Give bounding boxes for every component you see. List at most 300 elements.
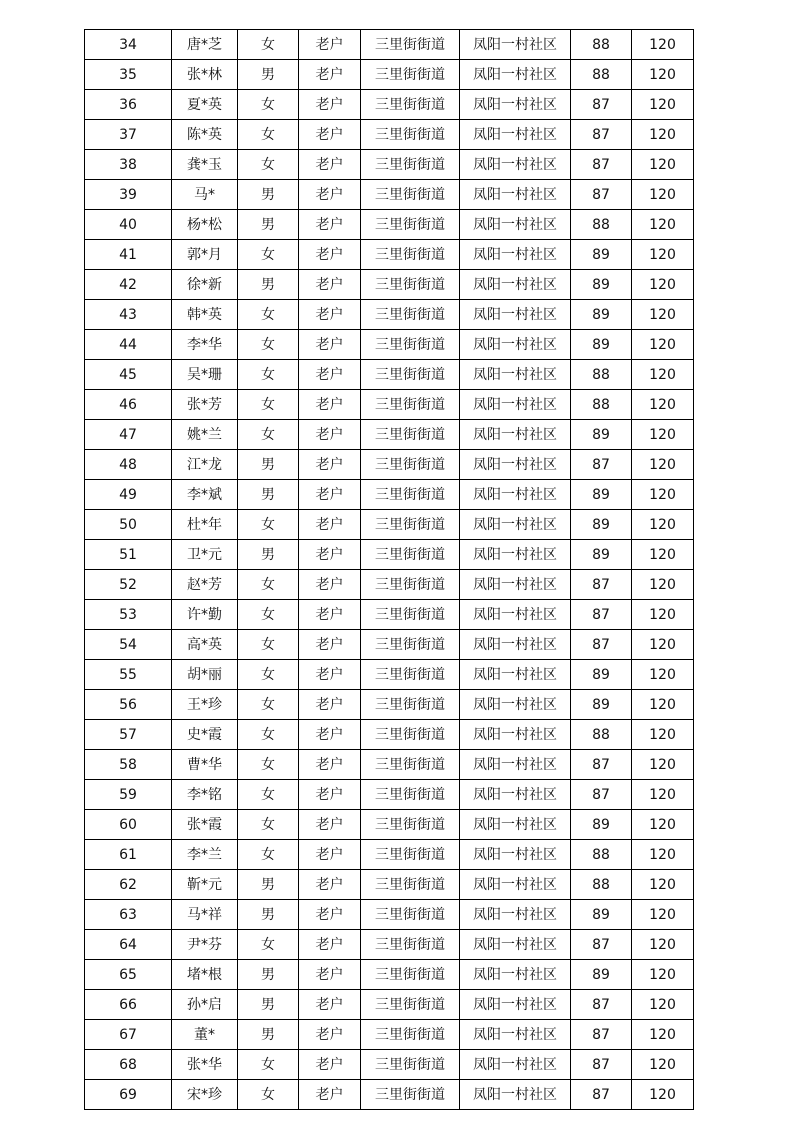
resident-name-cell: 高*英 [172, 630, 238, 660]
resident-name-cell: 张*林 [172, 60, 238, 90]
age-cell: 87 [571, 750, 632, 780]
table-row [85, 510, 694, 540]
household-type-cell: 老户 [299, 1080, 361, 1110]
age-cell: 88 [571, 30, 632, 60]
row-number-cell: 46 [85, 390, 172, 420]
row-number-cell: 59 [85, 780, 172, 810]
household-type-cell: 老户 [299, 300, 361, 330]
age-cell: 88 [571, 840, 632, 870]
gender-cell: 女 [238, 810, 299, 840]
subdistrict-cell: 三里街街道 [361, 240, 460, 270]
community-cell: 凤阳一村社区 [460, 90, 571, 120]
household-type-cell: 老户 [299, 450, 361, 480]
community-cell: 凤阳一村社区 [460, 420, 571, 450]
age-cell: 89 [571, 660, 632, 690]
household-type-cell: 老户 [299, 780, 361, 810]
gender-cell: 女 [238, 420, 299, 450]
gender-cell: 女 [238, 720, 299, 750]
gender-cell: 男 [238, 270, 299, 300]
table-row [85, 120, 694, 150]
row-number-cell: 54 [85, 630, 172, 660]
record-table-body [85, 30, 694, 1110]
row-number-cell: 45 [85, 360, 172, 390]
household-type-cell: 老户 [299, 90, 361, 120]
row-number-cell: 58 [85, 750, 172, 780]
table-row [85, 180, 694, 210]
table-row [85, 660, 694, 690]
subdistrict-cell: 三里街街道 [361, 990, 460, 1020]
table-row [85, 930, 694, 960]
resident-name-cell: 郭*月 [172, 240, 238, 270]
gender-cell: 女 [238, 30, 299, 60]
subdistrict-cell: 三里街街道 [361, 540, 460, 570]
gender-cell: 女 [238, 750, 299, 780]
household-type-cell: 老户 [299, 900, 361, 930]
age-cell: 87 [571, 630, 632, 660]
gender-cell: 女 [238, 390, 299, 420]
row-number-cell: 38 [85, 150, 172, 180]
amount-cell: 120 [632, 660, 694, 690]
age-cell: 87 [571, 570, 632, 600]
amount-cell: 120 [632, 330, 694, 360]
table-row [85, 450, 694, 480]
household-type-cell: 老户 [299, 630, 361, 660]
community-cell: 凤阳一村社区 [460, 540, 571, 570]
household-type-cell: 老户 [299, 810, 361, 840]
age-cell: 89 [571, 480, 632, 510]
household-type-cell: 老户 [299, 960, 361, 990]
table-row [85, 870, 694, 900]
resident-name-cell: 杜*年 [172, 510, 238, 540]
gender-cell: 男 [238, 450, 299, 480]
table-row [85, 420, 694, 450]
table-row [85, 720, 694, 750]
amount-cell: 120 [632, 540, 694, 570]
household-type-cell: 老户 [299, 870, 361, 900]
amount-cell: 120 [632, 450, 694, 480]
amount-cell: 120 [632, 990, 694, 1020]
resident-name-cell: 胡*丽 [172, 660, 238, 690]
household-type-cell: 老户 [299, 330, 361, 360]
community-cell: 凤阳一村社区 [460, 270, 571, 300]
table-row [85, 210, 694, 240]
resident-name-cell: 赵*芳 [172, 570, 238, 600]
gender-cell: 女 [238, 150, 299, 180]
resident-name-cell: 马*祥 [172, 900, 238, 930]
subdistrict-cell: 三里街街道 [361, 660, 460, 690]
amount-cell: 120 [632, 570, 694, 600]
table-row [85, 60, 694, 90]
household-type-cell: 老户 [299, 210, 361, 240]
subdistrict-cell: 三里街街道 [361, 180, 460, 210]
community-cell: 凤阳一村社区 [460, 1020, 571, 1050]
gender-cell: 女 [238, 600, 299, 630]
gender-cell: 女 [238, 510, 299, 540]
subdistrict-cell: 三里街街道 [361, 1050, 460, 1080]
subdistrict-cell: 三里街街道 [361, 360, 460, 390]
age-cell: 87 [571, 450, 632, 480]
community-cell: 凤阳一村社区 [460, 630, 571, 660]
table-row [85, 690, 694, 720]
amount-cell: 120 [632, 120, 694, 150]
table-row [85, 240, 694, 270]
gender-cell: 女 [238, 360, 299, 390]
gender-cell: 女 [238, 840, 299, 870]
subdistrict-cell: 三里街街道 [361, 120, 460, 150]
age-cell: 88 [571, 870, 632, 900]
resident-name-cell: 马* [172, 180, 238, 210]
community-cell: 凤阳一村社区 [460, 450, 571, 480]
age-cell: 89 [571, 810, 632, 840]
amount-cell: 120 [632, 870, 694, 900]
amount-cell: 120 [632, 300, 694, 330]
community-cell: 凤阳一村社区 [460, 690, 571, 720]
row-number-cell: 50 [85, 510, 172, 540]
age-cell: 89 [571, 420, 632, 450]
age-cell: 89 [571, 330, 632, 360]
community-cell: 凤阳一村社区 [460, 360, 571, 390]
community-cell: 凤阳一村社区 [460, 480, 571, 510]
community-cell: 凤阳一村社区 [460, 150, 571, 180]
household-type-cell: 老户 [299, 690, 361, 720]
age-cell: 89 [571, 510, 632, 540]
resident-name-cell: 张*霞 [172, 810, 238, 840]
gender-cell: 男 [238, 480, 299, 510]
gender-cell: 男 [238, 990, 299, 1020]
resident-name-cell: 史*霞 [172, 720, 238, 750]
amount-cell: 120 [632, 30, 694, 60]
resident-name-cell: 王*珍 [172, 690, 238, 720]
amount-cell: 120 [632, 90, 694, 120]
resident-name-cell: 江*龙 [172, 450, 238, 480]
row-number-cell: 53 [85, 600, 172, 630]
subdistrict-cell: 三里街街道 [361, 390, 460, 420]
resident-name-cell: 李*兰 [172, 840, 238, 870]
resident-name-cell: 韩*英 [172, 300, 238, 330]
gender-cell: 女 [238, 660, 299, 690]
gender-cell: 女 [238, 1050, 299, 1080]
amount-cell: 120 [632, 810, 694, 840]
table-row [85, 270, 694, 300]
age-cell: 87 [571, 990, 632, 1020]
gender-cell: 男 [238, 180, 299, 210]
subdistrict-cell: 三里街街道 [361, 510, 460, 540]
household-type-cell: 老户 [299, 720, 361, 750]
row-number-cell: 56 [85, 690, 172, 720]
row-number-cell: 69 [85, 1080, 172, 1110]
amount-cell: 120 [632, 960, 694, 990]
subdistrict-cell: 三里街街道 [361, 810, 460, 840]
resident-name-cell: 杨*松 [172, 210, 238, 240]
table-row [85, 1080, 694, 1110]
subdistrict-cell: 三里街街道 [361, 1080, 460, 1110]
community-cell: 凤阳一村社区 [460, 300, 571, 330]
row-number-cell: 66 [85, 990, 172, 1020]
gender-cell: 女 [238, 690, 299, 720]
subdistrict-cell: 三里街街道 [361, 900, 460, 930]
household-type-cell: 老户 [299, 120, 361, 150]
amount-cell: 120 [632, 600, 694, 630]
resident-name-cell: 曹*华 [172, 750, 238, 780]
subdistrict-cell: 三里街街道 [361, 690, 460, 720]
gender-cell: 男 [238, 900, 299, 930]
resident-name-cell: 李*铭 [172, 780, 238, 810]
resident-name-cell: 张*华 [172, 1050, 238, 1080]
row-number-cell: 47 [85, 420, 172, 450]
row-number-cell: 41 [85, 240, 172, 270]
subdistrict-cell: 三里街街道 [361, 1020, 460, 1050]
household-type-cell: 老户 [299, 570, 361, 600]
row-number-cell: 48 [85, 450, 172, 480]
household-type-cell: 老户 [299, 30, 361, 60]
row-number-cell: 52 [85, 570, 172, 600]
household-type-cell: 老户 [299, 180, 361, 210]
subdistrict-cell: 三里街街道 [361, 960, 460, 990]
age-cell: 88 [571, 720, 632, 750]
amount-cell: 120 [632, 720, 694, 750]
table-row [85, 90, 694, 120]
gender-cell: 女 [238, 570, 299, 600]
age-cell: 87 [571, 1020, 632, 1050]
amount-cell: 120 [632, 390, 694, 420]
table-row [85, 360, 694, 390]
amount-cell: 120 [632, 1050, 694, 1080]
table-row [85, 810, 694, 840]
age-cell: 87 [571, 180, 632, 210]
amount-cell: 120 [632, 930, 694, 960]
row-number-cell: 64 [85, 930, 172, 960]
amount-cell: 120 [632, 630, 694, 660]
community-cell: 凤阳一村社区 [460, 180, 571, 210]
age-cell: 88 [571, 390, 632, 420]
household-type-cell: 老户 [299, 360, 361, 390]
gender-cell: 男 [238, 1020, 299, 1050]
resident-name-cell: 尹*芬 [172, 930, 238, 960]
resident-name-cell: 徐*新 [172, 270, 238, 300]
row-number-cell: 40 [85, 210, 172, 240]
community-cell: 凤阳一村社区 [460, 840, 571, 870]
subdistrict-cell: 三里街街道 [361, 840, 460, 870]
gender-cell: 女 [238, 300, 299, 330]
household-type-cell: 老户 [299, 60, 361, 90]
gender-cell: 男 [238, 210, 299, 240]
subdistrict-cell: 三里街街道 [361, 270, 460, 300]
subdistrict-cell: 三里街街道 [361, 60, 460, 90]
subdistrict-cell: 三里街街道 [361, 420, 460, 450]
subdistrict-cell: 三里街街道 [361, 780, 460, 810]
household-type-cell: 老户 [299, 990, 361, 1020]
household-type-cell: 老户 [299, 930, 361, 960]
community-cell: 凤阳一村社区 [460, 930, 571, 960]
household-type-cell: 老户 [299, 240, 361, 270]
resident-name-cell: 卫*元 [172, 540, 238, 570]
row-number-cell: 51 [85, 540, 172, 570]
age-cell: 87 [571, 120, 632, 150]
table-row [85, 900, 694, 930]
age-cell: 87 [571, 150, 632, 180]
resident-name-cell: 孙*启 [172, 990, 238, 1020]
subdistrict-cell: 三里街街道 [361, 210, 460, 240]
amount-cell: 120 [632, 180, 694, 210]
household-type-cell: 老户 [299, 600, 361, 630]
household-type-cell: 老户 [299, 480, 361, 510]
age-cell: 88 [571, 360, 632, 390]
household-type-cell: 老户 [299, 540, 361, 570]
subdistrict-cell: 三里街街道 [361, 90, 460, 120]
community-cell: 凤阳一村社区 [460, 240, 571, 270]
community-cell: 凤阳一村社区 [460, 210, 571, 240]
community-cell: 凤阳一村社区 [460, 30, 571, 60]
community-cell: 凤阳一村社区 [460, 570, 571, 600]
subdistrict-cell: 三里街街道 [361, 600, 460, 630]
resident-name-cell: 张*芳 [172, 390, 238, 420]
community-cell: 凤阳一村社区 [460, 720, 571, 750]
resident-name-cell: 吴*珊 [172, 360, 238, 390]
subdistrict-cell: 三里街街道 [361, 30, 460, 60]
table-row [85, 30, 694, 60]
table-row [85, 750, 694, 780]
household-type-cell: 老户 [299, 840, 361, 870]
table-row [85, 300, 694, 330]
age-cell: 89 [571, 300, 632, 330]
community-cell: 凤阳一村社区 [460, 1080, 571, 1110]
table-row [85, 960, 694, 990]
household-type-cell: 老户 [299, 150, 361, 180]
table-row [85, 1050, 694, 1080]
row-number-cell: 60 [85, 810, 172, 840]
amount-cell: 120 [632, 150, 694, 180]
table-row [85, 840, 694, 870]
row-number-cell: 42 [85, 270, 172, 300]
age-cell: 87 [571, 1080, 632, 1110]
table-row [85, 780, 694, 810]
subdistrict-cell: 三里街街道 [361, 150, 460, 180]
row-number-cell: 37 [85, 120, 172, 150]
resident-name-cell: 董* [172, 1020, 238, 1050]
resident-name-cell: 李*斌 [172, 480, 238, 510]
gender-cell: 男 [238, 960, 299, 990]
community-cell: 凤阳一村社区 [460, 900, 571, 930]
age-cell: 89 [571, 270, 632, 300]
age-cell: 88 [571, 210, 632, 240]
gender-cell: 女 [238, 780, 299, 810]
table-row [85, 150, 694, 180]
age-cell: 89 [571, 900, 632, 930]
amount-cell: 120 [632, 510, 694, 540]
subdistrict-cell: 三里街街道 [361, 720, 460, 750]
age-cell: 89 [571, 240, 632, 270]
row-number-cell: 34 [85, 30, 172, 60]
gender-cell: 女 [238, 630, 299, 660]
resident-name-cell: 姚*兰 [172, 420, 238, 450]
subdistrict-cell: 三里街街道 [361, 570, 460, 600]
age-cell: 89 [571, 690, 632, 720]
subdistrict-cell: 三里街街道 [361, 930, 460, 960]
amount-cell: 120 [632, 270, 694, 300]
gender-cell: 男 [238, 60, 299, 90]
amount-cell: 120 [632, 1080, 694, 1110]
age-cell: 87 [571, 90, 632, 120]
amount-cell: 120 [632, 420, 694, 450]
household-type-cell: 老户 [299, 660, 361, 690]
amount-cell: 120 [632, 480, 694, 510]
subdistrict-cell: 三里街街道 [361, 300, 460, 330]
amount-cell: 120 [632, 750, 694, 780]
amount-cell: 120 [632, 900, 694, 930]
community-cell: 凤阳一村社区 [460, 780, 571, 810]
amount-cell: 120 [632, 360, 694, 390]
resident-name-cell: 宋*珍 [172, 1080, 238, 1110]
table-row [85, 600, 694, 630]
row-number-cell: 55 [85, 660, 172, 690]
table-row [85, 330, 694, 360]
resident-name-cell: 夏*英 [172, 90, 238, 120]
resident-name-cell: 靳*元 [172, 870, 238, 900]
subdistrict-cell: 三里街街道 [361, 750, 460, 780]
gender-cell: 女 [238, 1080, 299, 1110]
age-cell: 87 [571, 1050, 632, 1080]
household-type-cell: 老户 [299, 420, 361, 450]
age-cell: 87 [571, 930, 632, 960]
table-row [85, 390, 694, 420]
row-number-cell: 62 [85, 870, 172, 900]
row-number-cell: 36 [85, 90, 172, 120]
subdistrict-cell: 三里街街道 [361, 480, 460, 510]
row-number-cell: 43 [85, 300, 172, 330]
subdistrict-cell: 三里街街道 [361, 450, 460, 480]
community-cell: 凤阳一村社区 [460, 1050, 571, 1080]
amount-cell: 120 [632, 690, 694, 720]
table-row [85, 540, 694, 570]
amount-cell: 120 [632, 840, 694, 870]
community-cell: 凤阳一村社区 [460, 390, 571, 420]
table-row [85, 570, 694, 600]
row-number-cell: 68 [85, 1050, 172, 1080]
resident-name-cell: 唐*芝 [172, 30, 238, 60]
gender-cell: 女 [238, 90, 299, 120]
age-cell: 89 [571, 540, 632, 570]
gender-cell: 男 [238, 870, 299, 900]
table-row [85, 630, 694, 660]
resident-name-cell: 堵*根 [172, 960, 238, 990]
amount-cell: 120 [632, 60, 694, 90]
subdistrict-cell: 三里街街道 [361, 630, 460, 660]
table-row [85, 1020, 694, 1050]
record-table [84, 29, 694, 1110]
gender-cell: 女 [238, 930, 299, 960]
household-type-cell: 老户 [299, 1050, 361, 1080]
community-cell: 凤阳一村社区 [460, 600, 571, 630]
community-cell: 凤阳一村社区 [460, 660, 571, 690]
row-number-cell: 35 [85, 60, 172, 90]
community-cell: 凤阳一村社区 [460, 960, 571, 990]
row-number-cell: 44 [85, 330, 172, 360]
gender-cell: 男 [238, 540, 299, 570]
gender-cell: 女 [238, 330, 299, 360]
table-row [85, 990, 694, 1020]
row-number-cell: 39 [85, 180, 172, 210]
household-type-cell: 老户 [299, 750, 361, 780]
gender-cell: 女 [238, 240, 299, 270]
table-row [85, 480, 694, 510]
community-cell: 凤阳一村社区 [460, 810, 571, 840]
age-cell: 88 [571, 60, 632, 90]
community-cell: 凤阳一村社区 [460, 510, 571, 540]
community-cell: 凤阳一村社区 [460, 870, 571, 900]
row-number-cell: 63 [85, 900, 172, 930]
amount-cell: 120 [632, 240, 694, 270]
community-cell: 凤阳一村社区 [460, 330, 571, 360]
